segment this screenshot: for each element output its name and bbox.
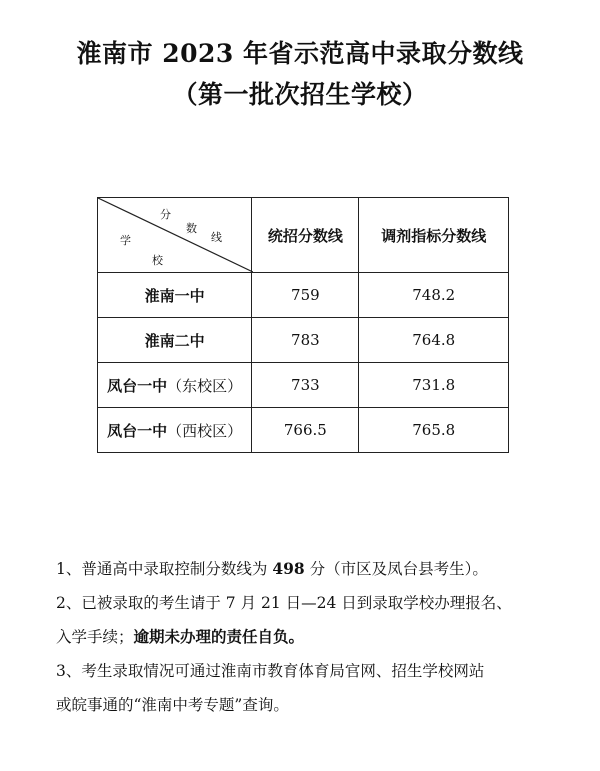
header-unified-score: 统招分数线 <box>252 198 359 273</box>
adjusted-score-cell: 764.8 <box>359 318 509 363</box>
corner-label-fen: 分 <box>160 208 171 221</box>
control-score: 498 <box>272 559 305 578</box>
header-adjusted-score: 调剂指标分数线 <box>359 198 509 273</box>
school-name: 淮南二中 <box>144 331 205 350</box>
table-row <box>98 318 509 363</box>
corner-label-shu: 数 <box>186 222 197 235</box>
adjusted-score-cell: 765.8 <box>359 408 509 453</box>
note-3-line-1: 3、考生录取情况可通过淮南市教育体育局官网、招生学校网站 <box>56 662 485 680</box>
adjusted-score-cell: 748.2 <box>359 273 509 318</box>
corner-label-xian: 线 <box>211 231 222 244</box>
school-name: 淮南一中 <box>144 286 205 305</box>
note-1 <box>56 552 556 586</box>
note-1-suffix: 分（市区及凤台县考生）。 <box>309 560 488 578</box>
school-cell <box>98 363 252 408</box>
school-campus: （西校区） <box>167 421 243 440</box>
note-2-line-2 <box>56 620 556 654</box>
school-name: 凤台一中 <box>107 376 168 395</box>
page-title: 淮南市 2023 年省示范高中录取分数线 <box>76 39 524 68</box>
school-cell <box>98 273 252 318</box>
adjusted-score-cell: 731.8 <box>359 363 509 408</box>
note-3-line-2: 或皖事通的“淮南中考专题”查询。 <box>56 696 289 714</box>
school-cell <box>98 408 252 453</box>
unified-score-cell: 766.5 <box>252 408 359 453</box>
table-row <box>98 408 509 453</box>
table-header-row <box>98 198 509 273</box>
unified-score-cell: 733 <box>252 363 359 408</box>
notes-section <box>56 552 556 722</box>
score-table <box>97 197 509 453</box>
unified-score-cell: 783 <box>252 318 359 363</box>
note-2-line-1: 2、已被录取的考生请于 7 月 21 日—24 日到录取学校办理报名、 <box>56 594 512 612</box>
school-cell <box>98 318 252 363</box>
school-campus: （东校区） <box>167 376 243 395</box>
note-2-warning: 逾期未办理的责任自负。 <box>133 627 305 646</box>
table-row <box>98 363 509 408</box>
corner-label-xue: 学 <box>120 234 131 247</box>
unified-score-cell: 759 <box>252 273 359 318</box>
page-subtitle: （第一批次招生学校） <box>172 80 428 109</box>
note-1-prefix: 1、普通高中录取控制分数线为 <box>56 560 268 578</box>
school-name: 凤台一中 <box>107 421 168 440</box>
note-2-prefix: 入学手续； <box>56 628 134 646</box>
corner-label-xiao: 校 <box>152 254 163 267</box>
table-row <box>98 273 509 318</box>
diagonal-header-cell <box>98 198 252 273</box>
